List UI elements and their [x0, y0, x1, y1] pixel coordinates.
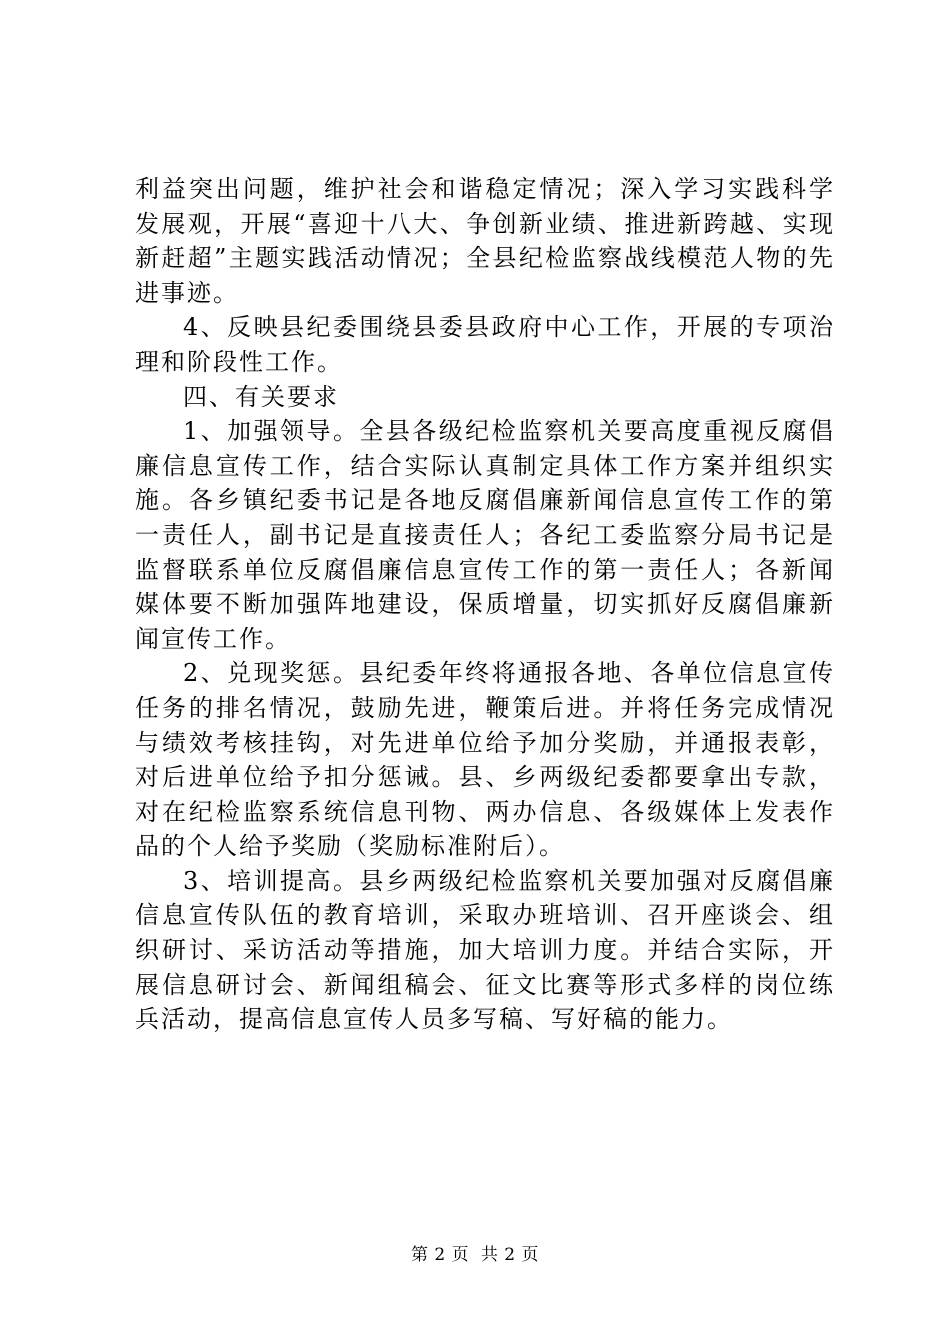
document-body — [135, 172, 835, 1037]
paragraph-item-4: 4、反映县纪委围绕县委县政府中心工作，开展的专项治理和阶段性工作。 — [135, 313, 835, 376]
paragraph-training: 3、培训提高。县乡两级纪检监察机关要加强对反腐倡廉信息宣传队伍的教育培训，采取办班培训、召开座谈会、组织研讨、采访活动等措施，加大培训力度。并结合实际，开展信息研讨会、新闻组稿会、征文比赛等形式多样的岗位练兵活动，提高信息宣传人员多写稿、写好稿的能力。 — [135, 866, 835, 1034]
section-heading-requirements: 四、有关要求 — [183, 382, 339, 411]
paragraph-continuation: 利益突出问题，维护社会和谐稳定情况；深入学习实践科学发展观，开展“喜迎十八大、争创新业绩、推进新跨越、实现新赶超”主题实践活动情况；全县纪检监察战线模范人物的先进事迹。 — [135, 175, 835, 307]
page-footer — [0, 1244, 950, 1266]
paragraph-rewards-penalties: 2、兑现奖惩。县纪委年终将通报各地、各单位信息宣传任务的排名情况，鼓励先进，鞭策后进。并将任务完成情况与绩效考核挂钩，对先进单位给予加分奖励，并通报表彰，对后进单位给予扣分惩诫。县、乡两级纪委都要拿出专款，对在纪检监察系统信息刊物、两办信息、各级媒体上发表作品的个人给予奖励（奖励标准附后）。 — [135, 659, 835, 861]
page-number-label: 第 2 页 共 2 页 — [410, 1245, 540, 1265]
paragraph-strengthen-leadership: 1、加强领导。全县各级纪检监察机关要高度重视反腐倡廉信息宣传工作，结合实际认真制定具体工作方案并组织实施。各乡镇纪委书记是各地反腐倡廉新闻信息宣传工作的第一责任人，副书记是直接责任人；各纪工委监察分局书记是监督联系单位反腐倡廉信息宣传工作的第一责任人；各新闻媒体要不断加强阵地建设，保质增量，切实抓好反腐倡廉新闻宣传工作。 — [135, 417, 835, 653]
